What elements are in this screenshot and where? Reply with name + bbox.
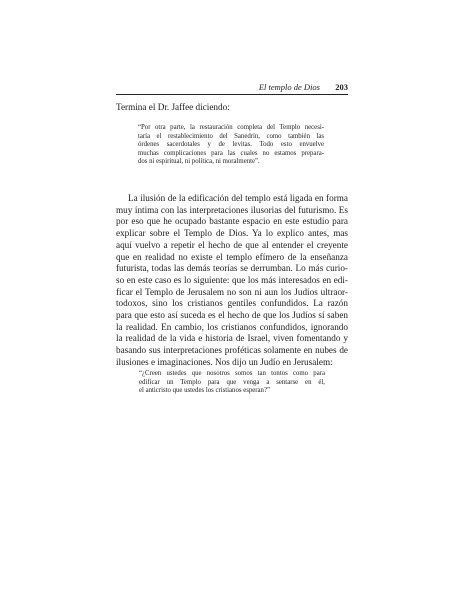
paragraph-line: la realidad de la vida e historia de Israel, viven fomentando y (116, 333, 348, 344)
paragraph-line: ficar el Templo de Jerusalem no son ni aun los Judíos ultraor- (116, 286, 348, 297)
paragraph-line: futurista, todas las demás teorías se derrumban. Lo más curio- (116, 263, 348, 274)
paragraph-line: que en realidad no existe el templo efímero de la enseñanza (116, 251, 348, 262)
paragraph-line: so en este caso es lo siguiente: que los más interesados en edi- (116, 274, 348, 285)
block-quote-jaffee (138, 124, 324, 167)
block-quote-jerusalem (139, 370, 325, 396)
paragraph-line: basando sus interpretaciones proféticas solamente en nubes de (116, 345, 348, 356)
running-header (116, 82, 348, 95)
paragraph-line: todoxos, sino los cristianos gentiles confundidos. La razón (116, 298, 348, 309)
intro-sentence: Termina el Dr. Jaffee diciendo: (116, 102, 230, 112)
running-header-title: El templo de Dios (258, 82, 320, 92)
quote-line: muchas complicaciones para las cuales no estamos prepara- (138, 149, 324, 157)
paragraph-line: explicar sobre el Templo de Dios. Ya lo explico antes, mas (116, 228, 348, 239)
body-paragraph (116, 193, 348, 369)
quote-line: taría el restablecimiento del Sanedrín, como también las (138, 132, 324, 140)
quote-line: dos ni espiritual, ni política, ni moralmente”. (138, 158, 260, 166)
quote-line: edificar un Templo para que venga a sentarse en él, (139, 378, 325, 386)
paragraph-line: para que esto así suceda es el hecho de que los Judíos sí saben (116, 310, 348, 321)
paragraph-line: La ilusión de la edificación del templo está ligada en forma (128, 193, 348, 203)
paragraph-line: por eso que he ocupado bastante espacio en este estudio para (116, 216, 348, 227)
quote-line: “¿Creen ustedes que nosotros somos tan tontos como para (139, 370, 325, 377)
page-number: 203 (335, 82, 348, 92)
paragraph-line: aquí vuelvo a repetir el hecho de que al entender el creyente (116, 239, 348, 250)
paragraph-line: la realidad. En cambio, los cristianos confundidos, ignorando (116, 321, 348, 332)
quote-line: “Por otra parte, la restauración completa del Templo necesi- (138, 124, 324, 131)
quote-line: órdenes sacerdotales y de levitas. Todo esto envuelve (138, 141, 324, 149)
paragraph-line: ilusiones e imaginaciones. Nos dijo un Judío en Jerusalem: (116, 356, 333, 367)
quote-line: el anticristo que ustedes los cristianos esperan?” (139, 387, 270, 395)
paragraph-line: muy íntima con las interpretaciones ilusorias del futurismo. Es (116, 204, 348, 215)
